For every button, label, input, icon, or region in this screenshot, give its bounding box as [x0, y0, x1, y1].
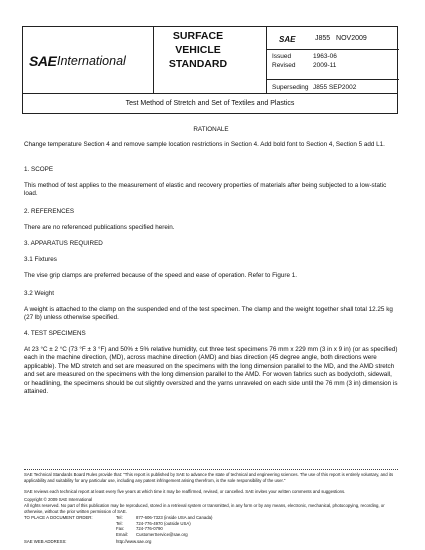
section-3-heading: 3. APPARATUS REQUIRED: [24, 240, 103, 247]
section-2-heading: 2. REFERENCES: [24, 208, 75, 215]
sae-mark: SAE: [279, 35, 296, 44]
document-number: [315, 35, 367, 42]
header-divider: [266, 27, 267, 94]
revised-value: 2009-11: [313, 62, 337, 69]
tel-label: Tel:: [116, 515, 123, 520]
superseding-value: J855 SEP2002: [313, 84, 357, 91]
section-2-text: There are no referenced publications specified herein.: [24, 224, 175, 231]
header-divider: [153, 27, 154, 94]
footer-rule: [24, 469, 398, 470]
tel-value[interactable]: 877-606-7323 (inside USA and Canada): [136, 515, 213, 520]
footer-copyright: Copyright © 2009 SAE International: [24, 497, 93, 502]
section-4-heading: 4. TEST SPECIMENS: [24, 330, 86, 337]
header-rule: [266, 49, 399, 50]
issued-value: 1963-06: [313, 53, 337, 60]
fax-value: 724-776-0790: [136, 526, 163, 531]
tel2-label: Tel:: [116, 520, 123, 526]
section-3-2-heading: 3.2 Weight: [24, 290, 54, 297]
web-link[interactable]: http://www.sae.org: [116, 539, 152, 544]
email-link[interactable]: CustomerService@sae.org: [136, 531, 188, 537]
web-label: SAE WEB ADDRESS:: [24, 539, 67, 544]
header-rule: [266, 79, 399, 80]
issued-label: Issued: [272, 53, 292, 60]
section-3-1-text: The vise grip clamps are preferred because of the speed and ease of operation. Refer to Figure 1.: [24, 272, 298, 279]
logo-sae-text: SAE: [29, 53, 57, 69]
section-3-2-text: A weight is attached to the clamp on the suspended end of the test specimen. The clamp and the weight together shall total 12.25 kg (27 lb) unless otherwise specified.: [24, 306, 393, 322]
tel2-value[interactable]: 724-776-4970 (outside USA): [136, 520, 191, 526]
footer-review-note: SAE reviews each technical report at least every five years at which time it may be reaffirmed, revised, or cancelled. SAE invites your written comments and suggestions.: [24, 489, 346, 494]
footer-disclaimer: SAE Technical Standards Board Rules provide that: "This report is published by SAE to advance the state of technical and engineering sciences. The use of this report is entirely voluntary, and its applicability and suitability for any particular use, including any patent infringement arising therefrom, is the sole responsibility of the user.": [24, 472, 394, 483]
rationale-heading: RATIONALE: [193, 126, 229, 133]
section-3-1-heading: 3.1 Fixtures: [24, 256, 57, 263]
rationale-text: Change temperature Section 4 and remove sample location restrictions in Section 4. Add bold font to Section 4, Section 5 add L1.: [24, 141, 385, 148]
email-label: Email:: [116, 531, 128, 537]
document-title: Test Method of Stretch and Set of Textiles and Plastics: [22, 94, 398, 114]
order-label: TO PLACE A DOCUMENT ORDER:: [24, 515, 93, 520]
document-header: [22, 26, 398, 94]
footer-rights: All rights reserved. No part of this publication may be reproduced, stored in a retrieval system or transmitted, in any form or by any means, electronic, mechanical, photocopying, recording, or otherwise, without the prior written permission of SAE.: [24, 503, 385, 514]
section-4-text: At 23 °C ± 2 °C (73 °F ± 3 °F) and 50% ± 5% relative humidity, cut three test specimens 76 mm x 229 mm (3 in x 9 in) (or as specified) each in the machine direction, (MD), across machine direction (AMD) and bias direction (45 degree angle, both directions were applicable). The MD stretch and set are measured on the specimens with the long dimension parallel to the MD, and the AMD stretch and set are measured on the specimens with the long dimension parallel to the AMD. For woven fabrics such as bodycloth, sidewall, or headlining, the specimens should be cut slightly oversized and the yarns unraveled on each side until the 76 mm (3 in) dimension is attained.: [24, 346, 398, 396]
section-1-text: This method of test applies to the measurement of elastic and recovery properties of materials after being subjected to a low-static load.: [24, 182, 387, 198]
doc-date: NOV2009: [336, 35, 367, 42]
superseding-label: Superseding: [272, 84, 309, 91]
fax-label: Fax:: [116, 526, 125, 531]
sae-international-logo: [23, 53, 153, 73]
standard-type: SURFACE VEHICLE STANDARD: [168, 30, 228, 70]
doc-number: J855: [315, 35, 331, 42]
revised-label: Revised: [272, 62, 296, 69]
section-1-heading: 1. SCOPE: [24, 166, 54, 173]
logo-international-text: International: [57, 54, 126, 68]
